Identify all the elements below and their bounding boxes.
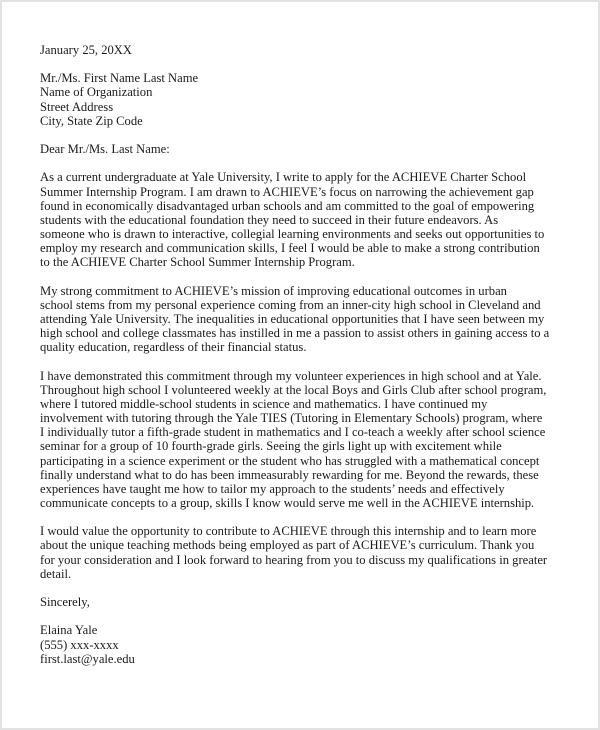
text-line: first.last@yale.edu [40,651,135,666]
text-line: Elaina Yale [40,623,98,638]
salutation-line: Dear Mr./Ms. Last Name: [40,142,170,157]
date-line: January 25, 20XX [40,43,132,57]
text-line: participating in a science experiment or the student who has struggled with a mathematical concept [40,453,540,468]
text-line: where I tutored middle-school students in science and mathematics. I have continued my [40,396,488,411]
text-line: high school and college classmates has instilled in me a passion to assist others in gaining access to a [40,326,550,341]
body-paragraph [40,170,549,269]
text-line: Street Address [40,99,114,114]
closing-line: Sincerely, [40,595,90,610]
text-line: to the ACHIEVE Charter School Summer Internship Program. [40,255,355,270]
text-line: communicate concepts to a group, skills I know would serve me well in the ACHIEVE internship. [40,496,535,510]
salutation [40,142,549,156]
text-line: I individually tutor a fifth-grade student in mathematics and I co-teach a weekly after school science [40,425,546,440]
text-line: I have demonstrated this commitment through my volunteer experiences in high school and at Yale. [40,368,542,383]
recipient-address [40,71,549,128]
text-line: (555) xxx-xxxx [40,637,119,652]
text-line: attending Yale University. The inequalities in educational opportunities that I have seen between my [40,311,545,326]
text-line: finally understand what to do has been immeasurably rewarding for me. Beyond the rewards, these [40,467,539,482]
text-line: As a current undergraduate at Yale University, I write to apply for the ACHIEVE Charter School [40,170,527,185]
text-line: Summer Internship Program. I am drawn to ACHIEVE’s focus on narrowing the achievement gap [40,184,534,199]
body-paragraph [40,524,549,581]
signature-block [40,623,549,665]
text-line: involvement with tutoring through the Yale TIES (Tutoring in Elementary Schools) program, where [40,411,543,426]
letter-date [40,43,549,57]
cover-letter [40,43,549,666]
text-line: I would value the opportunity to contribute to ACHIEVE through this internship and to learn more [40,524,537,539]
text-line: Mr./Ms. First Name Last Name [40,71,199,86]
text-line: City, State Zip Code [40,113,143,128]
text-line: seminar for a group of 10 fourth-grade girls. Seeing the girls light up with excitement while [40,439,502,454]
text-line: My strong commitment to ACHIEVE’s mission of improving educational outcomes in urban [40,283,507,298]
text-line: someone who is drawn to interactive, collegial learning environments and seeks out opportunities to [40,227,545,242]
body-paragraph [40,369,549,511]
text-line: quality education, regardless of their financial status. [40,340,307,355]
text-line: Throughout high school I volunteered weekly at the local Boys and Girls Club after school program, [40,382,547,397]
text-line: experiences have taught me how to tailor my approach to the students’ needs and effectively [40,481,505,496]
text-line: detail. [40,566,72,581]
body-paragraph [40,284,549,355]
text-line: school stems from my personal experience coming from an inner-city high school in Cleveland and [40,297,541,312]
text-line: about the unique teaching methods being employed as part of ACHIEVE’s curriculum. Thank you [40,538,535,553]
closing [40,595,549,609]
text-line: Name of Organization [40,85,153,100]
text-line: found in economically disadvantaged urban schools and am committed to the goal of empowering [40,198,535,213]
text-line: for your consideration and I look forward to hearing from you to discuss my qualifications in greater [40,552,548,567]
text-line: employ my research and communication skills, I feel I would be able to make a strong contribution [40,241,540,256]
text-line: students with the educational foundation they need to succeed in their future endeavors. As [40,212,499,227]
